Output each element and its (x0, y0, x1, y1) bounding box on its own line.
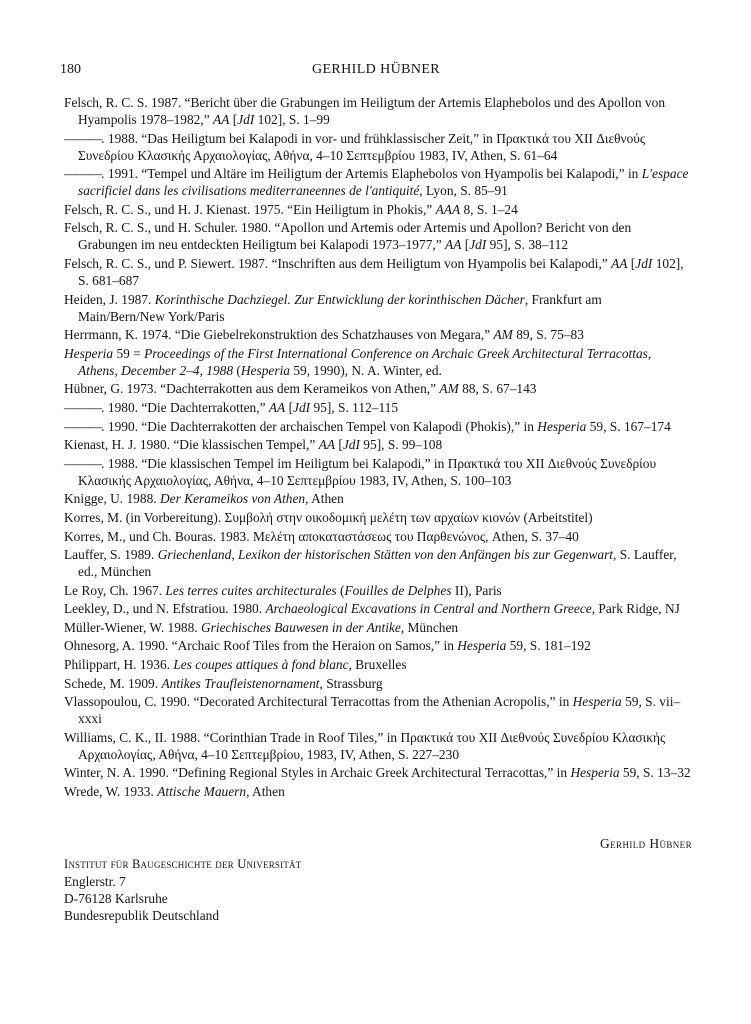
bibliography-entry: Le Roy, Ch. 1967. Les terres cuites architecturales (Fouilles de Delphes II), Paris (64, 582, 502, 598)
bibliography-entry: Felsch, R. C. S. 1987. “Bericht über die Grabungen im Heiligtum der Artemis Elaphebolos und des Apollon von Hyampolis 1978–1982,” AA [JdI 102], S. 1–99 (64, 95, 666, 127)
bibliography-entry: Philippart, H. 1936. Les coupes attiques à fond blanc, Bruxelles (64, 657, 407, 673)
bibliography-entry: Lauffer, S. 1989. Griechenland, Lexikon der historischen Stätten von den Anfängen bis zur Gegenwart, S. Lauffer, ed., München (64, 547, 677, 580)
bibliography-entry: Winter, N. A. 1990. “Defining Regional Styles in Archaic Greek Architectural Terracottas,” in Hesperia 59, S. 13–32 (64, 765, 691, 781)
bibliography-entry: Ohnesorg, A. 1990. “Archaic Roof Tiles from the Heraion on Samos,” in Hesperia 59, S. 181–192 (64, 638, 591, 654)
bibliography-entry: Felsch, R. C. S., und P. Siewert. 1987. “Inschriften aus dem Heiligtum von Hyampolis bei Kalapodi,” AA [JdI 102], S. 681–687 (64, 255, 684, 288)
bibliography-entry: Herrmann, K. 1974. “Die Giebelrekonstruktion des Schatzhauses von Megara,” AM 89, S. 75–83 (64, 327, 584, 343)
bibliography-entry: Felsch, R. C. S., und H. J. Kienast. 1975. “Ein Heiligtum in Phokis,” AAA 8, S. 1–24 (64, 201, 518, 217)
bibliography-entry: Vlassopoulou, C. 1990. “Decorated Architectural Terracottas from the Athenian Acropolis,” in Hesperia 59, S. vii–xxxi (64, 694, 681, 727)
bibliography-entry: Schede, M. 1909. Antikes Traufleistenornament, Strassburg (64, 675, 383, 691)
bibliography-entry: Heiden, J. 1987. Korinthische Dachziegel. Zur Entwicklung der korinthischen Dächer, Frankfurt am Main/Bern/New York/Paris (64, 291, 602, 324)
address-city: D-76128 Karlsruhe (64, 891, 168, 906)
bibliography-entry: Leekley, D., und N. Efstratiou. 1980. Archaeological Excavations in Central and Northern Greece, Park Ridge, NJ (64, 601, 680, 617)
bibliography-entry: Korres, M., und Ch. Bouras. 1983. Μελέτη αποκαταστάσεως του Παρθενώνος, Athen, S. 37–40 (64, 528, 579, 544)
bibliography-entry: ———. 1988. “Das Heiligtum bei Kalapodi in vor- und frühklassischer Zeit,” in Πρακτικά του XII Διεθνούς Συνεδρίου Κλασικής Αρχαιολογίας, Αθήνα, 4–10 Σεπτεμβρίου 1983, IV, Athen, S. 61–64 (64, 130, 646, 163)
bibliography-entry: Korres, M. (in Vorbereitung). Συμβολή στην οικοδομική μελέτη των αρχαίων κιονών (Arbeitstitel) (64, 509, 593, 525)
address-street: Englerstr. 7 (64, 874, 126, 889)
bibliography-entry: Williams, C. K., II. 1988. “Corinthian Trade in Roof Tiles,” in Πρακτικά του XII Διεθνούς Συνεδρίου Κλασικής Αρχαιολογίας, Αθήνα, 4–10 Σεπτεμβρίου, 1983, IV, Athen, S. 227–230 (64, 729, 666, 762)
address-institution: Institut für Baugeschichte der Universität (64, 857, 302, 871)
page-number: 180 (60, 62, 81, 77)
bibliography-list (64, 94, 692, 802)
bibliography-entry: Knigge, U. 1988. Der Kerameikos von Athen, Athen (64, 491, 344, 507)
running-head: GERHILD HÜBNER (311, 62, 441, 77)
bibliography-entry: Wrede, W. 1933. Attische Mauern, Athen (64, 784, 285, 800)
bibliography-entry: ———. 1990. “Die Dachterrakotten der archaischen Tempel von Kalapodi (Phokis),” in Hesperia 59, S. 167–174 (64, 418, 671, 434)
address-country: Bundesrepublik Deutschland (64, 908, 220, 923)
bibliography-entry: Kienast, H. J. 1980. “Die klassischen Tempel,” AA [JdI 95], S. 99–108 (64, 437, 443, 453)
bibliography-entry: Hesperia 59 = Proceedings of the First International Conference on Archaic Greek Architectural Terracottas, Athens, December 2–4, 1988 (Hesperia 59, 1990), N. A. Winter, ed. (64, 345, 652, 378)
bibliography-entry: Felsch, R. C. S., und H. Schuler. 1980. “Apollon und Artemis oder Artemis und Apollon? Bericht von den Grabungen im neu entdeckten Heiligtum bei Kalapodi 1973–1977,” AA [JdI 95], S. 38–112 (64, 220, 632, 253)
bibliography-entry: ———. 1980. “Die Dachterrakotten,” AA [JdI 95], S. 112–115 (64, 399, 399, 415)
bibliography-entry: Müller-Wiener, W. 1988. Griechisches Bauwesen in der Antike, München (64, 619, 459, 635)
bibliography-entry: ———. 1988. “Die klassischen Tempel im Heiligtum bei Kalapodi,” in Πρακτικά του XII Διεθνούς Συνεδρίου Κλασικής Αρχαιολογίας, Αθήνα, 4–10 Σεπτεμβρίου 1983, IV, Athen, S. 100–103 (64, 455, 657, 488)
author-address (64, 856, 301, 924)
author-signature: Gerhild Hübner (600, 836, 692, 851)
bibliography-entry: ———. 1991. “Tempel und Altäre im Heiligtum der Artemis Elaphebolos von Hyampolis bei Kalapodi,” in L'espace sacrificiel dans les civilisations mediterraneennes de l'antiquité, Lyon, S. 85–91 (64, 166, 689, 199)
bibliography-entry: Hübner, G. 1973. “Dachterrakotten aus dem Kerameikos von Athen,” AM 88, S. 67–143 (64, 381, 537, 397)
page-header (60, 62, 692, 80)
